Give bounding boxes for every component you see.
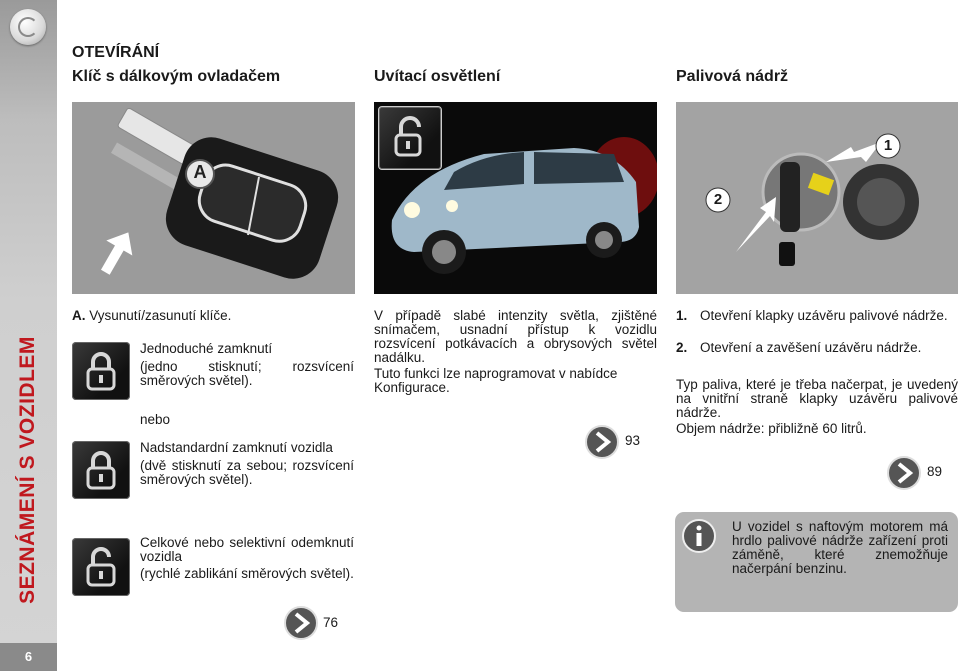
- or-text: nebo: [140, 412, 171, 427]
- callout-a: A: [193, 162, 207, 182]
- callout-1: 1: [883, 137, 893, 154]
- tank-capacity-text: Objem nádrže: přibližně 60 litrů.: [676, 421, 867, 436]
- key-illustration: [72, 102, 355, 294]
- fuel-illustration: [676, 102, 958, 294]
- deadlock-title: Nadstandardní zamknutí vozidla: [140, 440, 333, 455]
- lock-desc: (jedno stisknutí; rozsvícení směrových světel).: [140, 359, 354, 388]
- fuel-type-text: Typ paliva, které je třeba načerpat, je uvedený na vnitřní straně klapky uzávěru palivové nádrže.: [676, 377, 958, 420]
- configure-text: Tuto funkci lze naprogramovat v nabídce Konfigurace.: [374, 366, 618, 395]
- info-box: [675, 512, 958, 612]
- ref-page-76[interactable]: 76: [323, 615, 339, 630]
- col1-title: Klíč s dálkovým ovladačem: [72, 68, 281, 85]
- fuel-step-1: 1. Otevření klapky uzávěru palivové nádrže.: [676, 308, 948, 323]
- welcome-lighting-text: V případě slabé intenzity světla, zjištěné snímačem, usnadní přístup k vozidlu rozsvícení potkávacích a obrysových světel nadálku.: [374, 308, 657, 365]
- sidebar: [0, 0, 57, 671]
- page-number: 6: [0, 643, 57, 671]
- unlock-icon: [72, 538, 130, 596]
- deadlock-icon: [72, 441, 130, 499]
- lock-icon: [72, 342, 130, 400]
- unlock-title: Celkové nebo selektivní odemknutí vozidla: [140, 535, 354, 564]
- diesel-info-text: U vozidel s naftovým motorem má hrdlo palivové nádrže zařízení proti záměně, které znemožňuje načerpání benzinu.: [732, 519, 948, 576]
- col3-title: Palivová nádrž: [676, 68, 789, 85]
- remote-key-drawing: [72, 102, 355, 294]
- unlock-desc: (rychlé zablikání směrových světel).: [140, 566, 354, 581]
- col2-title: Uvítací osvětlení: [374, 68, 501, 85]
- deadlock-desc: (dvě stisknutí za sebou; rozsvícení směrových světel).: [140, 458, 354, 487]
- arrow-right-icon[interactable]: [584, 424, 620, 460]
- ref-page-93[interactable]: 93: [625, 433, 641, 448]
- info-icon: [681, 518, 717, 554]
- item-a: A. Vysunutí/zasunutí klíče.: [72, 308, 232, 323]
- section-title: SEZNÁMENÍ S VOZIDLEM: [16, 336, 39, 604]
- car-illustration: [374, 102, 657, 294]
- arrow-right-icon[interactable]: [886, 455, 922, 491]
- page-heading: OTEVÍRÁNÍ: [72, 44, 160, 61]
- callout-2: 2: [713, 191, 723, 208]
- lock-title: Jednoduché zamknutí: [140, 341, 273, 356]
- unlock-button-icon: [378, 106, 442, 170]
- ref-page-89[interactable]: 89: [927, 464, 943, 479]
- arrow-right-icon[interactable]: [283, 605, 319, 641]
- fuel-step-2: 2. Otevření a zavěšení uzávěru nádrže.: [676, 340, 922, 355]
- brand-logo-icon: [10, 9, 46, 45]
